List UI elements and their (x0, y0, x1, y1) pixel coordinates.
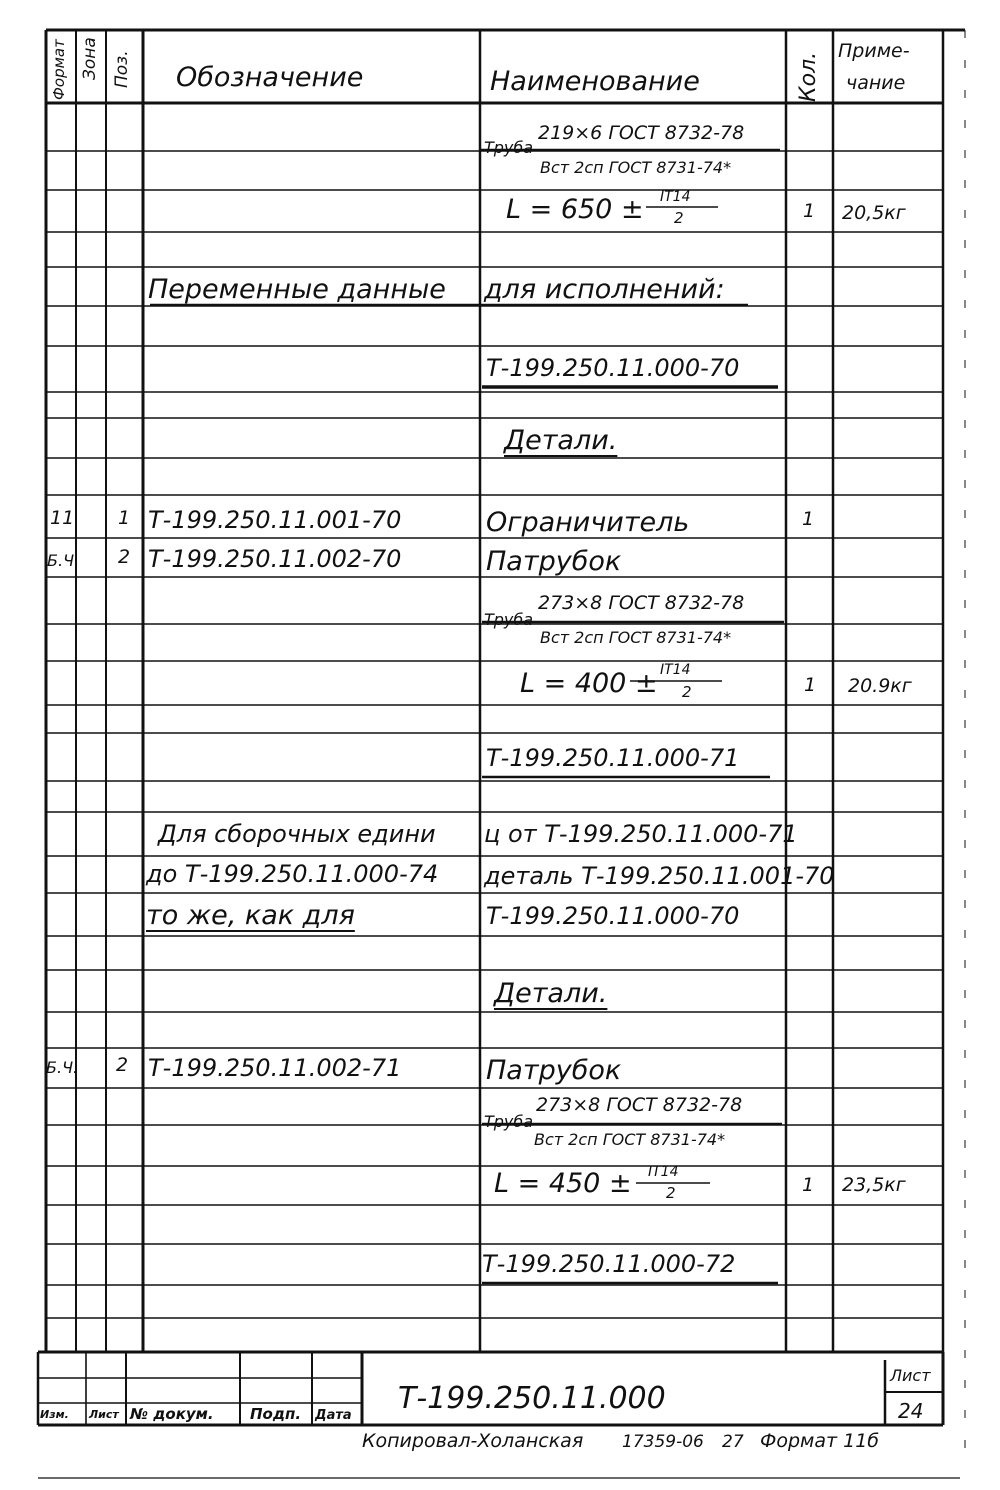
tb-podp: Подп. (250, 1405, 302, 1423)
tb-sheet-no: 24 (898, 1399, 924, 1423)
pipe3-bottom: Вст 2сп ГОСТ 8731-74* (534, 1130, 726, 1149)
header-qty: Кол. (796, 51, 821, 102)
footer-num: 27 (722, 1432, 744, 1452)
code-72: Т-199.250.11.000-72 (482, 1250, 736, 1278)
tb-list: Лист (89, 1408, 119, 1421)
row2-designation: Т-199.250.11.002-70 (148, 545, 402, 573)
header-note-2: чание (846, 72, 906, 94)
len1-frac-top: IT14 (660, 189, 691, 205)
len2-frac-top: IT14 (660, 662, 691, 678)
pipe2-prefix: Труба (484, 610, 534, 629)
row1-designation: Т-199.250.11.001-70 (148, 506, 402, 534)
pipe2-top: 273×8 ГОСТ 8732-78 (538, 592, 745, 614)
row3-pos: 2 (116, 1054, 129, 1076)
variable-left: Переменные данные (148, 274, 446, 305)
footer-format: Формат 11б (760, 1430, 880, 1452)
tb-doc: № докум. (130, 1405, 214, 1423)
len3-qty: 1 (802, 1174, 815, 1196)
row2-name: Патрубок (486, 546, 622, 577)
len2-frac-bottom: 2 (682, 683, 692, 701)
details-heading-1: Детали. (504, 425, 618, 456)
len3-frac-top: IT14 (648, 1164, 679, 1180)
header-pos: Поз. (112, 50, 132, 88)
footer-stamp: 17359-06 (622, 1432, 704, 1452)
pipe2-bottom: Вст 2сп ГОСТ 8731-74* (540, 628, 732, 647)
pipe1-prefix: Труба (484, 138, 534, 157)
details-heading-2: Детали. (494, 978, 608, 1009)
header-designation: Обозначение (176, 62, 364, 93)
len3-note: 23,5кг (842, 1174, 906, 1196)
note-b-right: деталь Т-199.250.11.001-70 (484, 862, 835, 890)
row2-pos: 2 (118, 546, 131, 568)
len3-frac-bottom: 2 (666, 1184, 676, 1202)
row1-qty: 1 (802, 508, 815, 530)
len2-qty: 1 (804, 674, 817, 696)
code-70: Т-199.250.11.000-70 (486, 354, 740, 382)
row1-pos: 1 (118, 507, 131, 529)
note-c-right: Т-199.250.11.000-70 (486, 902, 740, 930)
len2-note: 20.9кг (848, 675, 912, 697)
row3-name: Патрубок (486, 1055, 622, 1086)
len3: L = 450 ± (494, 1168, 632, 1199)
variable-right: для исполнений: (484, 274, 725, 305)
row2-format: Б.Ч. (47, 551, 80, 570)
header-zone: Зона (80, 37, 100, 80)
note-c-left: то же, как для (146, 900, 355, 931)
code-71: Т-199.250.11.000-71 (486, 744, 740, 772)
row1-name: Ограничитель (486, 507, 690, 538)
len1-note: 20,5кг (842, 202, 906, 224)
row3-designation: Т-199.250.11.002-71 (148, 1054, 402, 1082)
tb-doc-code: Т-199.250.11.000 (398, 1381, 666, 1416)
row3-format: Б.Ч. (46, 1058, 79, 1077)
tb-sheet-label: Лист (890, 1366, 931, 1385)
tb-izm: Изм. (40, 1408, 69, 1421)
pipe3-top: 273×8 ГОСТ 8732-78 (536, 1094, 743, 1116)
len1-frac-bottom: 2 (674, 209, 684, 227)
header-format: Формат (50, 39, 68, 100)
note-a-right: ц от Т-199.250.11.000-71 (484, 820, 798, 848)
header-name: Наименование (490, 66, 700, 97)
len2: L = 400 ± (520, 668, 658, 699)
row1-format: 11 (50, 507, 75, 529)
note-b-left: до Т-199.250.11.000-74 (146, 860, 439, 888)
len1: L = 650 ± (506, 194, 644, 225)
pipe1-top: 219×6 ГОСТ 8732-78 (538, 122, 745, 144)
footer-copied: Копировал-Холанская (362, 1430, 584, 1452)
tb-data: Дата (315, 1408, 352, 1423)
len1-qty: 1 (803, 200, 816, 222)
pipe3-prefix: Труба (484, 1112, 534, 1131)
note-a-left: Для сборочных едини (158, 820, 436, 848)
header-note-1: Приме- (838, 40, 910, 62)
pipe1-bottom: Вст 2сп ГОСТ 8731-74* (540, 158, 732, 177)
